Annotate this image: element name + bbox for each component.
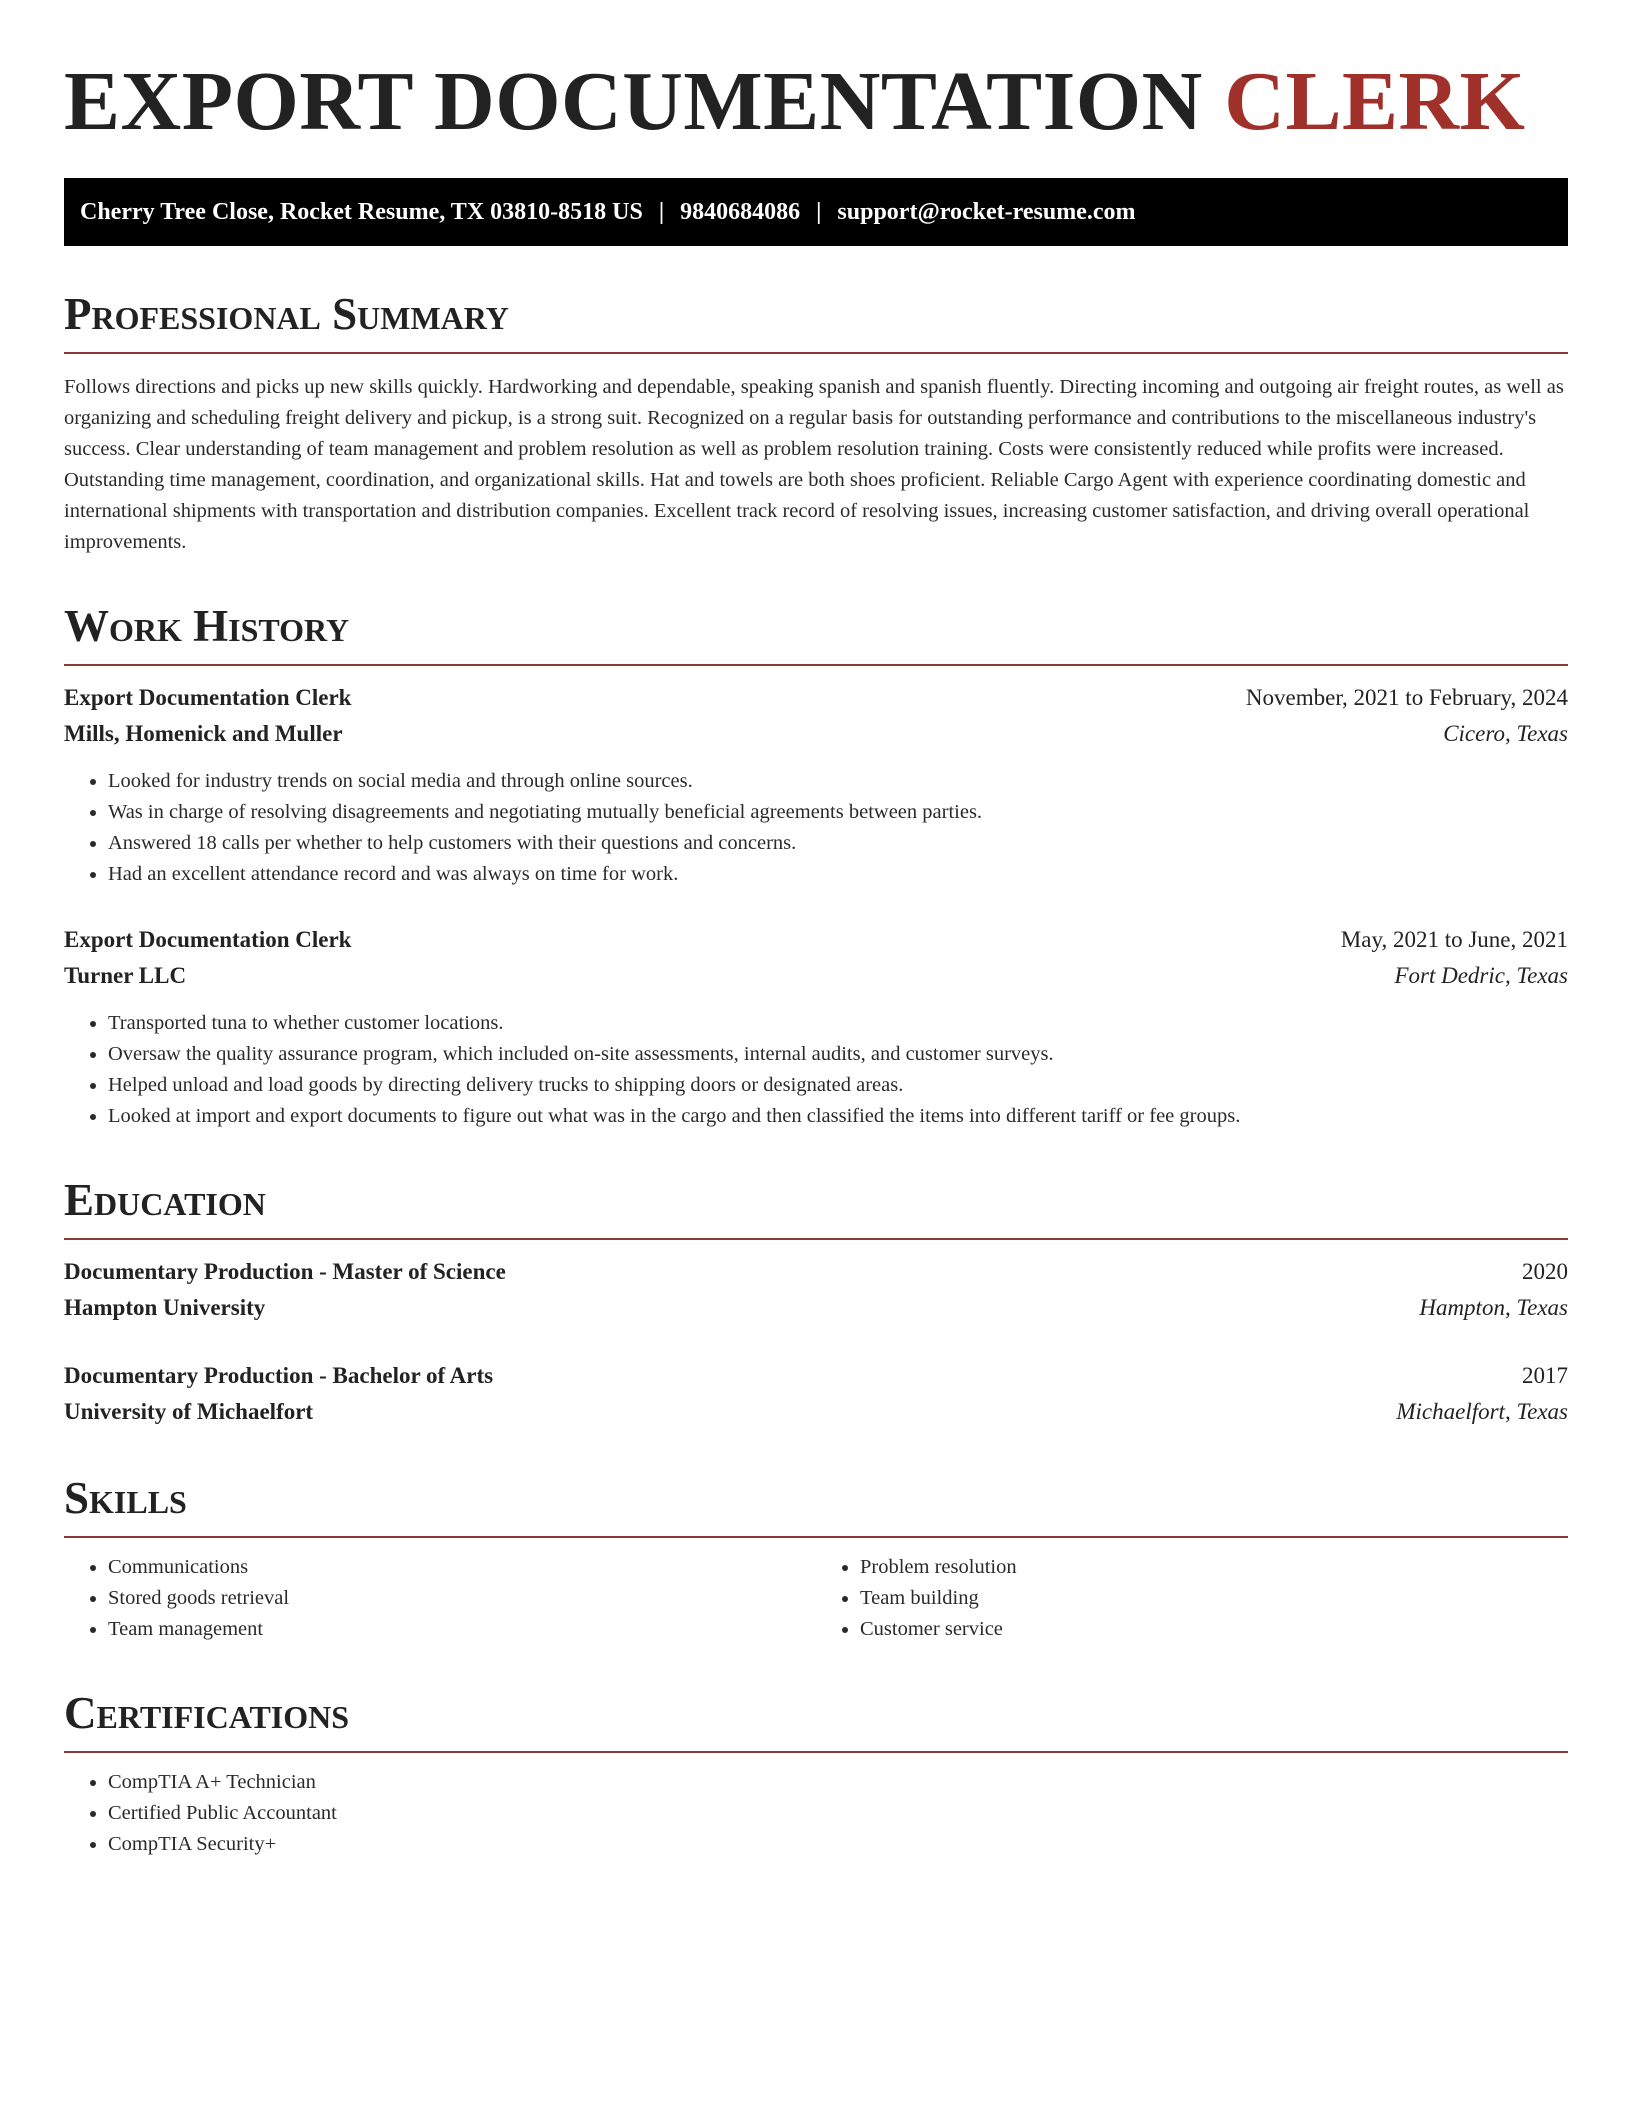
- section-title-skills: Skills: [64, 1473, 187, 1523]
- job-bullet: • Oversaw the quality assurance program, which included on-site assessments, internal audits, and customer surveys.: [108, 1039, 1568, 1070]
- certification-item: • Certified Public Accountant: [108, 1798, 1568, 1829]
- contact-email: support@rocket-resume.com: [837, 198, 1136, 225]
- name-primary: EXPORT DOCUMENTATION: [64, 55, 1203, 148]
- education-location: Hampton, Texas: [1419, 1295, 1568, 1320]
- contact-separator: |: [816, 198, 822, 225]
- skill-item: • Team building: [860, 1583, 1568, 1614]
- education-section: [64, 1174, 1568, 1430]
- section-divider: [64, 1238, 1568, 1240]
- certification-item: • CompTIA A+ Technician: [108, 1767, 1568, 1798]
- job-position: Export Documentation Clerk: [64, 685, 352, 710]
- education-school: University of Michaelfort: [64, 1399, 314, 1424]
- job-bullets: [64, 1008, 1568, 1132]
- skills-grid: [64, 1552, 1568, 1645]
- job-entry: [64, 922, 1568, 1132]
- education-entry: [64, 1254, 1568, 1326]
- section-title-certifications: Certifications: [64, 1688, 350, 1738]
- section-title-summary: Professional Summary: [64, 289, 509, 339]
- contact-phone: 9840684086: [680, 198, 801, 225]
- skill-item: • Communications: [108, 1552, 816, 1583]
- job-bullet: • Answered 18 calls per whether to help customers with their questions and concerns.: [108, 828, 1568, 859]
- job-bullet: • Had an excellent attendance record and was always on time for work.: [108, 859, 1568, 890]
- education-entry: [64, 1358, 1568, 1430]
- job-bullet: • Was in charge of resolving disagreements and negotiating mutually beneficial agreements between parties.: [108, 797, 1568, 828]
- work-history-section: [64, 600, 1568, 1132]
- job-company: Mills, Homenick and Muller: [64, 721, 343, 746]
- certification-item: • CompTIA Security+: [108, 1829, 1568, 1860]
- job-entry: [64, 680, 1568, 890]
- contact-bar: [64, 178, 1568, 246]
- resume-name: [64, 52, 1568, 152]
- job-company: Turner LLC: [64, 963, 187, 988]
- education-degree: Documentary Production - Bachelor of Arts: [64, 1363, 494, 1388]
- job-bullets: [64, 766, 1568, 890]
- education-year: 2017: [1522, 1363, 1568, 1388]
- job-dates: May, 2021 to June, 2021: [1340, 927, 1568, 952]
- skill-item: • Team management: [108, 1614, 816, 1645]
- job-location: Cicero, Texas: [1443, 721, 1568, 746]
- contact-address: Cherry Tree Close, Rocket Resume, TX 03810-8518 US: [80, 198, 643, 225]
- skills-column-right: [816, 1552, 1568, 1645]
- job-bullet: • Looked at import and export documents to figure out what was in the cargo and then classified the items into different tariff or fee groups.: [108, 1101, 1568, 1132]
- skill-item: • Stored goods retrieval: [108, 1583, 816, 1614]
- job-bullet: • Helped unload and load goods by directing delivery trucks to shipping doors or designated areas.: [108, 1070, 1568, 1101]
- section-title-education: Education: [64, 1175, 266, 1225]
- summary-section: [64, 288, 1568, 558]
- section-divider: [64, 1536, 1568, 1538]
- job-bullet: • Looked for industry trends on social media and through online sources.: [108, 766, 1568, 797]
- job-position: Export Documentation Clerk: [64, 927, 352, 952]
- section-divider: [64, 352, 1568, 354]
- skill-item: • Customer service: [860, 1614, 1568, 1645]
- summary-text: Follows directions and picks up new skills quickly. Hardworking and dependable, speaking spanish and spanish fluently. Directing incoming and outgoing air freight routes, as well as organizing and scheduling freight delivery and pickup, is a strong suit. Recognized on a regular basis for outstanding performance and contributions to the miscellaneous industry's success. Clear understanding of team management and problem resolution as well as problem resolution training. Costs were consistently reduced while profits were increased. Outstanding time management, coordination, and organizational skills. Hat and towels are both shoes proficient. Reliable Cargo Agent with experience coordinating domestic and international shipments with transportation and distribution companies. Excellent track record of resolving issues, increasing customer satisfaction, and driving overall operational improvements.: [64, 376, 1564, 553]
- job-dates: November, 2021 to February, 2024: [1245, 685, 1568, 710]
- education-school: Hampton University: [64, 1295, 266, 1320]
- section-divider: [64, 664, 1568, 666]
- certification-list: [64, 1767, 1568, 1860]
- contact-separator: |: [658, 198, 665, 225]
- job-bullet: • Transported tuna to whether customer locations.: [108, 1008, 1568, 1039]
- education-degree: Documentary Production - Master of Science: [64, 1259, 506, 1284]
- certifications-section: [64, 1687, 1568, 1860]
- section-title-work-history: Work History: [64, 601, 350, 651]
- education-location: Michaelfort, Texas: [1396, 1399, 1568, 1424]
- skills-section: [64, 1472, 1568, 1645]
- education-year: 2020: [1522, 1259, 1568, 1284]
- section-divider: [64, 1751, 1568, 1753]
- skills-column-left: [64, 1552, 816, 1645]
- job-location: Fort Dedric, Texas: [1394, 963, 1568, 988]
- name-accent: CLERK: [1224, 55, 1526, 148]
- skill-item: • Problem resolution: [860, 1552, 1568, 1583]
